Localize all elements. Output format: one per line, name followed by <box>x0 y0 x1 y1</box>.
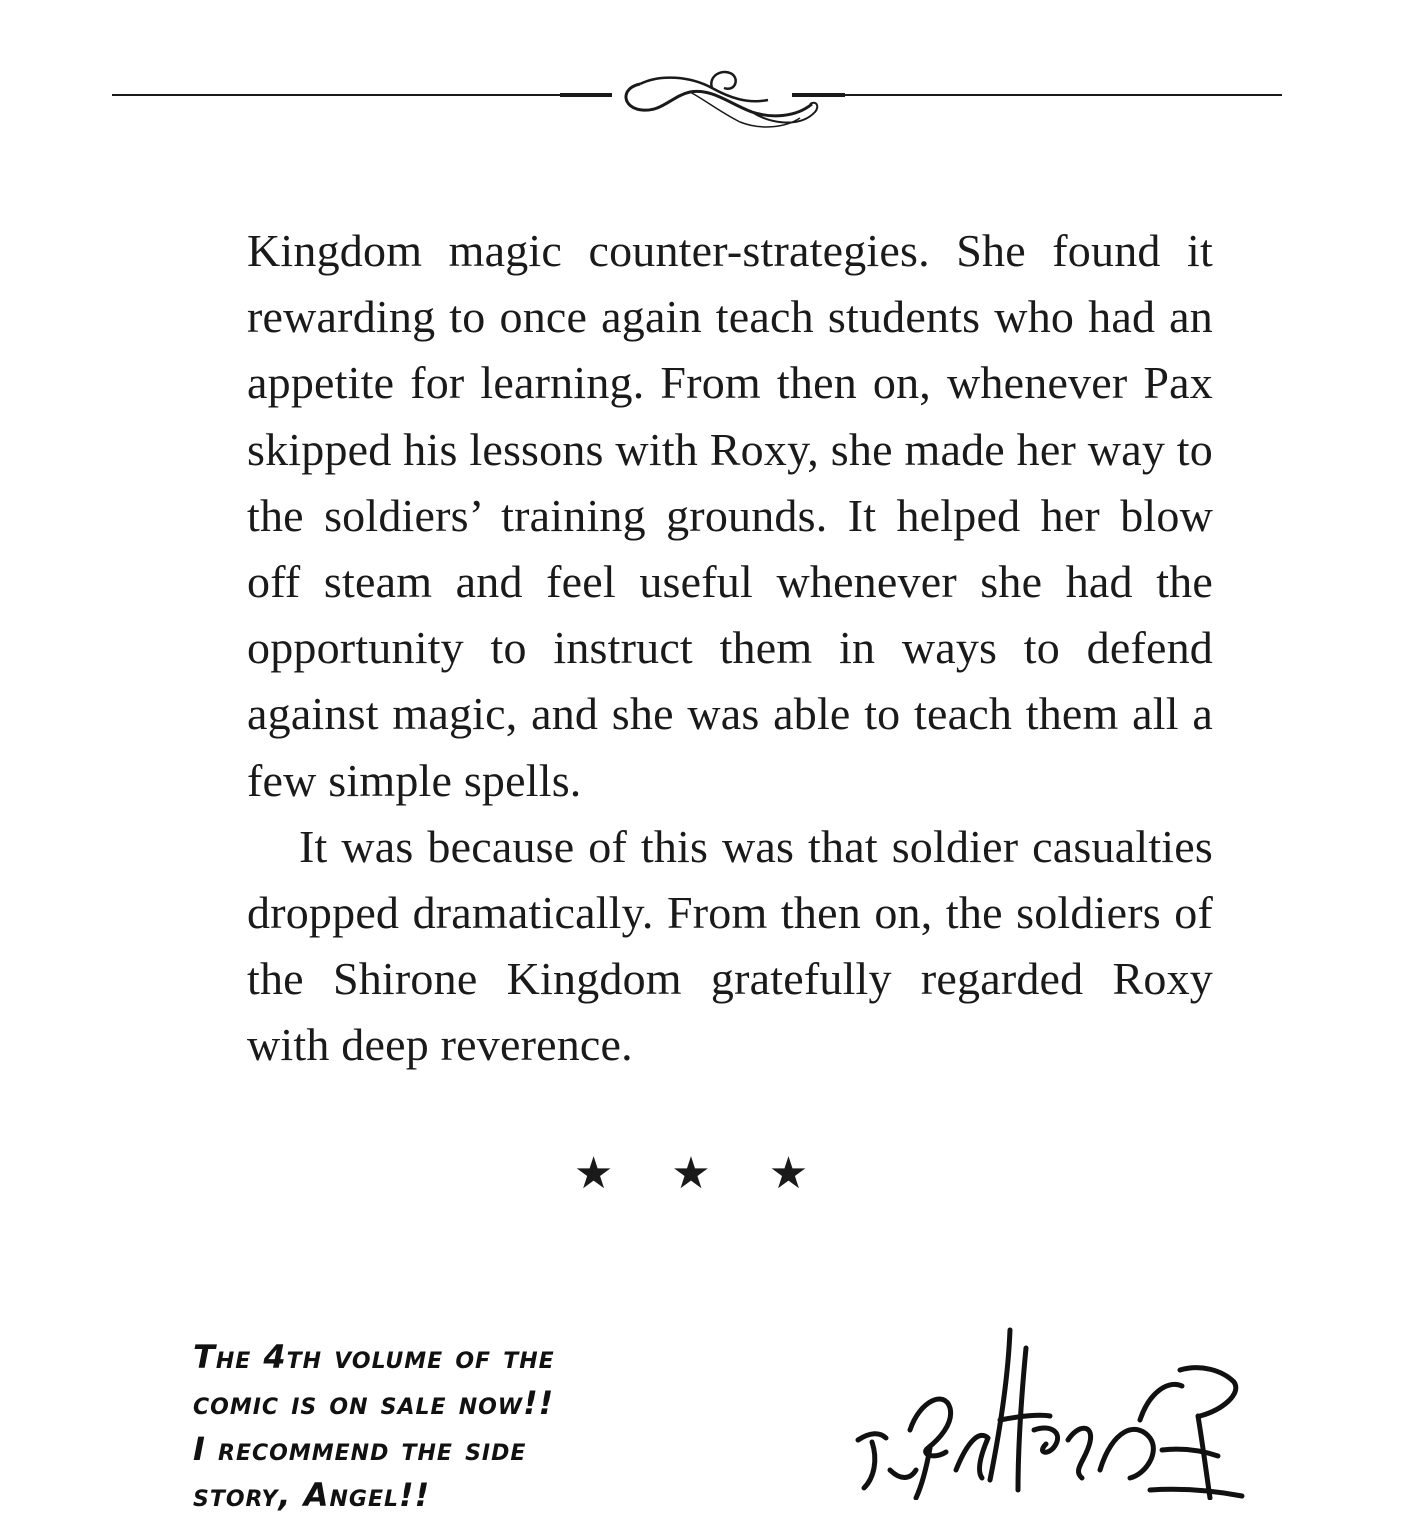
handwritten-note <box>193 1334 653 1518</box>
paragraph-1: Kingdom magic counter-strategies. She found it rewarding to once again teach students who had an appetite for learning. From then on, whenever Pax skipped his lessons with Roxy, she made her way to the soldiers’ training grounds. It helped her blow off steam and feel useful whenever she had the opportunity to instruct them in ways to defend against magic, and she was able to teach them all a few simple spells. <box>247 225 1213 806</box>
handnote-line-1: The 4th volume of the <box>193 1338 555 1376</box>
handnote-line-2: comic is on sale now!! <box>193 1384 555 1422</box>
paragraph-2: It was because of this was that soldier casualties dropped dramatically. From then on, the soldiers of the Shirone Kingdom gratefully regarded Roxy with deep reverence. <box>247 820 1213 1071</box>
author-signature <box>850 1320 1250 1500</box>
scene-break-stars: ★ ★ ★ <box>573 1148 831 1199</box>
body-text <box>247 218 1213 1079</box>
handnote-line-3: I recommend the side <box>193 1430 527 1468</box>
handnote-line-4: story, Angel!! <box>193 1476 431 1514</box>
header-flourish <box>0 0 1404 160</box>
